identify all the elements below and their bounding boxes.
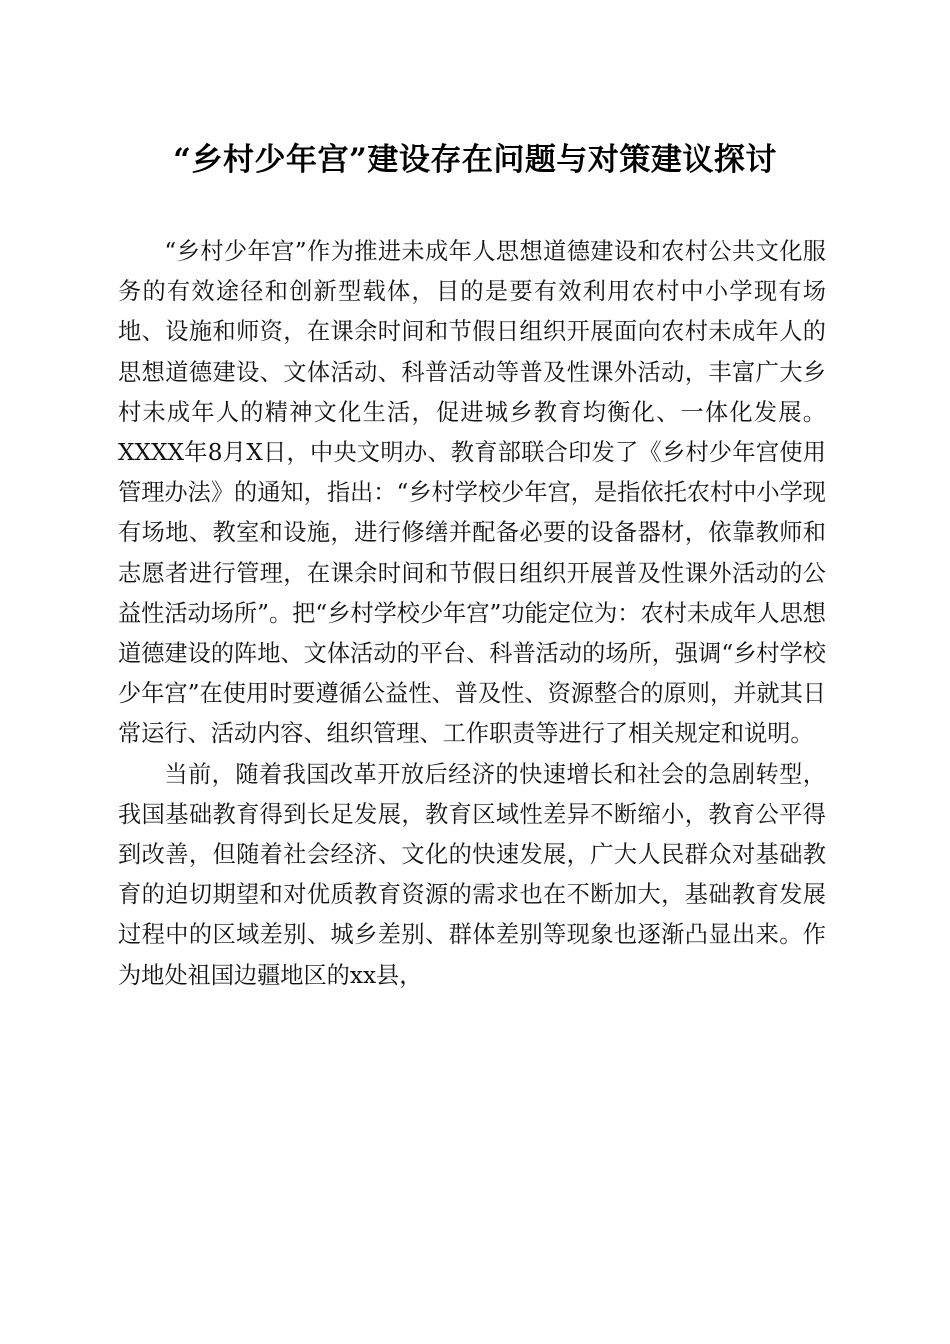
paragraph-1: “乡村少年宫”作为推进未成年人思想道德建设和农村公共文化服务的有效途径和创新型载体，目的是要有效利用农村中小学现有场地、设施和师资，在课余时间和节假日组织开展面向农村未成年人的思想道德建设、文体活动、科普活动等普及性课外活动，丰富广大乡村未成年人的精神文化生活，促进城乡教育均衡化、一体化发展。XXXX年8月X日，中央文明办、教育部联合印发了《乡村少年宫使用管理办法》的通知，指出：“乡村学校少年宫，是指依托农村中小学现有场地、教室和设施，进行修缮并配备必要的设备器材，依靠教师和志愿者进行管理，在课余时间和节假日组织开展普及性课外活动的公益性活动场所”。把“乡村学校少年宫”功能定位为：农村未成年人思想道德建设的阵地、文体活动的平台、科普活动的场所，强调“乡村学校少年宫”在使用时要遵循公益性、普及性、资源整合的原则，并就其日常运行、活动内容、组织管理、工作职责等进行了相关规定和说明。 <box>118 238 826 748</box>
document-title: “乡村少年宫”建设存在问题与对策建议探讨 <box>173 142 777 178</box>
paragraph-2: 当前，随着我国改革开放后经济的快速增长和社会的急剧转型，我国基础教育得到长足发展，教育区域性差异不断缩小，教育公平得到改善，但随着社会经济、文化的快速发展，广大人民群众对基础教育的迫切期望和对优质教育资源的需求也在不断加大，基础教育发展过程中的区域差别、城乡差别、群体差别等现象也逐渐凸显出来。作为地处祖国边疆地区的xx县， <box>118 760 826 989</box>
document-body <box>118 232 826 996</box>
